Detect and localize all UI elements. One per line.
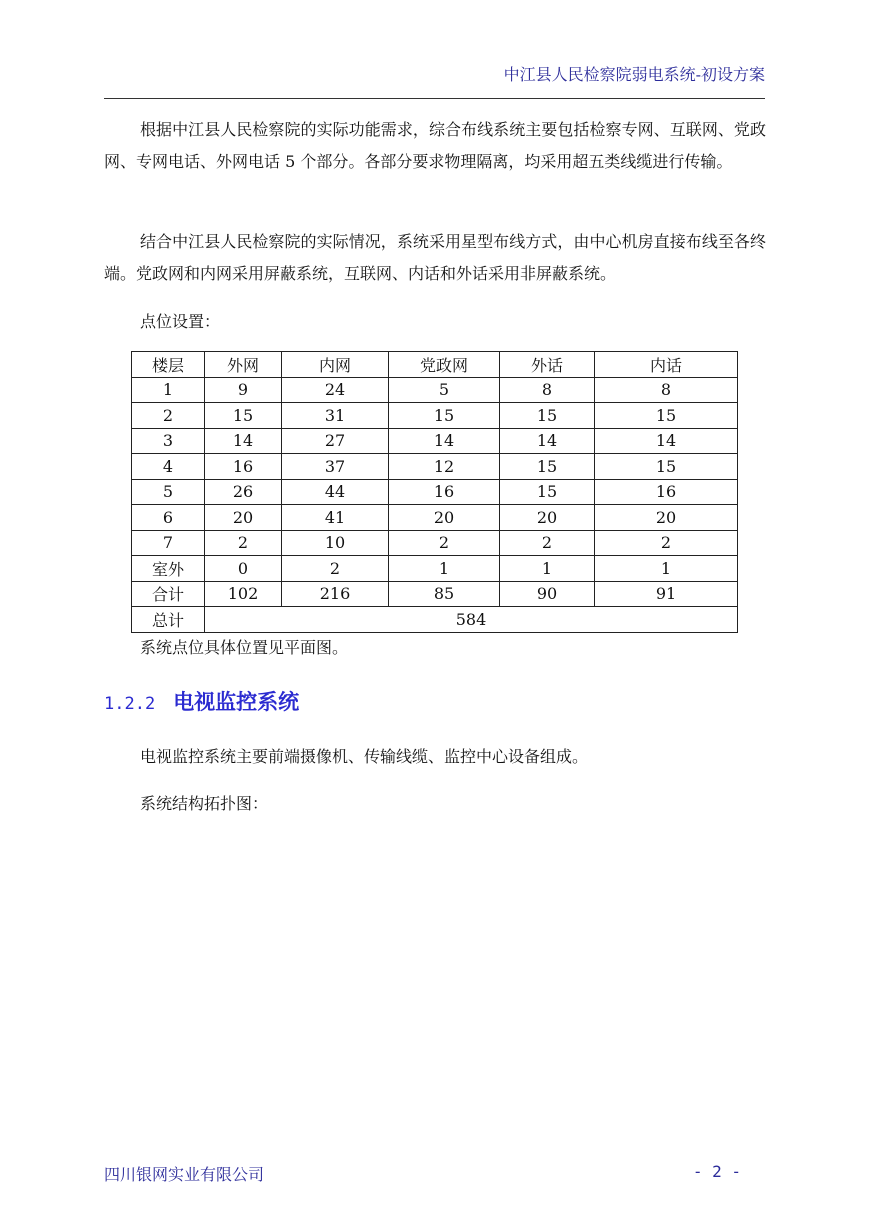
table-cell: 2 [205, 530, 282, 556]
table-cell: 14 [595, 428, 738, 454]
table-cell: 216 [282, 581, 389, 607]
header-divider [104, 98, 765, 99]
table-cell: 2 [500, 530, 595, 556]
table-cell: 0 [205, 556, 282, 582]
table-cell: 31 [282, 403, 389, 429]
table-cell: 24 [282, 377, 389, 403]
table-cell: 90 [500, 581, 595, 607]
table-cell: 15 [500, 454, 595, 480]
table-cell: 15 [500, 479, 595, 505]
floor-cell: 5 [132, 479, 205, 505]
table-cell: 26 [205, 479, 282, 505]
table-cell: 44 [282, 479, 389, 505]
header-cell-floor: 楼层 [132, 352, 205, 378]
table-cell: 1 [500, 556, 595, 582]
table-cell: 2 [595, 530, 738, 556]
paragraph-wiring-method: 结合中江县人民检察院的实际情况，系统采用星型布线方式，由中心机房直接布线至各终端。党政网和内网采用屏蔽系统，互联网、内话和外话采用非屏蔽系统。 [104, 232, 766, 283]
table-cell: 16 [205, 454, 282, 480]
table-cell: 14 [205, 428, 282, 454]
table-cell: 15 [595, 454, 738, 480]
table-cell: 10 [282, 530, 389, 556]
header-cell-external-phone: 外话 [500, 352, 595, 378]
section-number: 1.2.2 [104, 694, 156, 714]
table-cell: 41 [282, 505, 389, 531]
floor-cell: 合计 [132, 581, 205, 607]
paragraph-cctv-components: 电视监控系统主要前端摄像机、传输线缆、监控中心设备组成。 [140, 747, 589, 766]
table-note: 系统点位具体位置见平面图。 [140, 638, 349, 657]
table-cell: 14 [500, 428, 595, 454]
section-title: 电视监控系统 [173, 689, 300, 714]
table-header-row [132, 352, 738, 378]
table-cell: 1 [389, 556, 500, 582]
table-cell: 16 [389, 479, 500, 505]
table-cell: 20 [595, 505, 738, 531]
table-cell: 27 [282, 428, 389, 454]
table-cell: 5 [389, 377, 500, 403]
header-cell-party-net: 党政网 [389, 352, 500, 378]
table-cell: 91 [595, 581, 738, 607]
header-cell-external-net: 外网 [205, 352, 282, 378]
table-row [132, 505, 738, 531]
table-caption: 点位设置： [140, 312, 221, 331]
floor-cell: 6 [132, 505, 205, 531]
table-row [132, 581, 738, 607]
paragraph-requirements: 根据中江县人民检察院的实际功能需求，综合布线系统主要包括检察专网、互联网、党政网、专网电话、外网电话 5 个部分。各部分要求物理隔离，均采用超五类线缆进行传输。 [104, 120, 766, 171]
footer-page-number: - 2 - [692, 1162, 741, 1181]
header-cell-internal-phone: 内话 [595, 352, 738, 378]
table-row [132, 454, 738, 480]
paragraph-topology-label: 系统结构拓扑图： [140, 794, 269, 813]
table-cell: 8 [500, 377, 595, 403]
floor-cell: 2 [132, 403, 205, 429]
table-cell: 15 [205, 403, 282, 429]
table-total-row [132, 607, 738, 633]
table-cell: 37 [282, 454, 389, 480]
total-value: 584 [205, 607, 738, 633]
table-cell: 1 [595, 556, 738, 582]
table-cell: 16 [595, 479, 738, 505]
table-row [132, 556, 738, 582]
table-cell: 20 [389, 505, 500, 531]
document-header-title: 中江县人民检察院弱电系统-初设方案 [503, 65, 765, 84]
floor-cell: 室外 [132, 556, 205, 582]
table-cell: 9 [205, 377, 282, 403]
header-cell-internal-net: 内网 [282, 352, 389, 378]
table-cell: 12 [389, 454, 500, 480]
table-cell: 15 [389, 403, 500, 429]
table-cell: 15 [500, 403, 595, 429]
floor-cell: 3 [132, 428, 205, 454]
total-label: 总计 [132, 607, 205, 633]
table-cell: 85 [389, 581, 500, 607]
floor-cell: 1 [132, 377, 205, 403]
floor-cell: 4 [132, 454, 205, 480]
points-table [131, 351, 738, 633]
footer-company: 四川银网实业有限公司 [104, 1165, 265, 1184]
table-cell: 8 [595, 377, 738, 403]
table-row [132, 428, 738, 454]
table-cell: 2 [389, 530, 500, 556]
table-row [132, 403, 738, 429]
table-cell: 14 [389, 428, 500, 454]
table-cell: 102 [205, 581, 282, 607]
table-cell: 20 [500, 505, 595, 531]
table-cell: 15 [595, 403, 738, 429]
table-row [132, 377, 738, 403]
section-heading [104, 686, 299, 716]
table-cell: 2 [282, 556, 389, 582]
floor-cell: 7 [132, 530, 205, 556]
table-cell: 20 [205, 505, 282, 531]
table-row [132, 530, 738, 556]
table-row [132, 479, 738, 505]
